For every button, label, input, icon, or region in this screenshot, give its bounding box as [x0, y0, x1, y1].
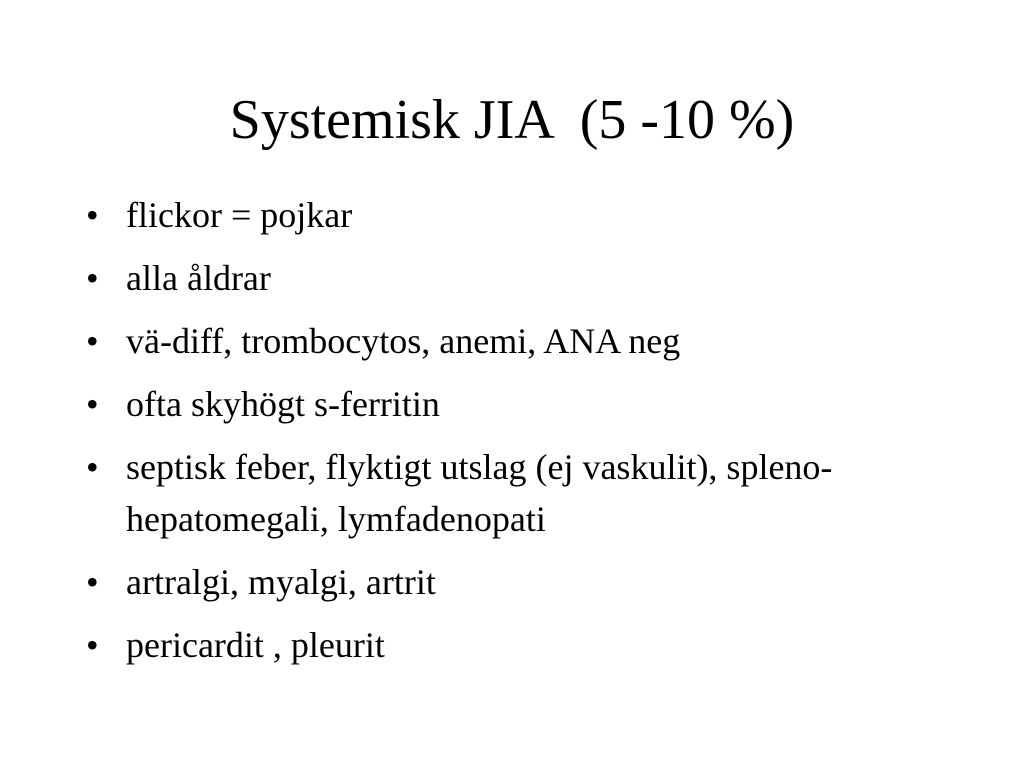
bullet-point-icon: •: [86, 321, 99, 361]
list-item: [86, 556, 946, 608]
list-item-text: flickor = pojkar: [126, 195, 353, 235]
bullet-point-icon: •: [86, 258, 99, 298]
list-item: [86, 441, 946, 545]
list-item: [86, 252, 946, 304]
list-item-text: vä-diff, trombocytos, anemi, ANA neg: [126, 321, 681, 361]
list-item-text: ofta skyhögt s-ferritin: [126, 384, 440, 424]
bullet-point-icon: •: [86, 195, 99, 235]
list-item-text: pericardit , pleurit: [126, 625, 385, 665]
bullet-list: [86, 189, 946, 682]
list-item: [86, 378, 946, 430]
bullet-point-icon: •: [86, 625, 99, 665]
list-item: [86, 315, 946, 367]
bullet-point-icon: •: [86, 384, 99, 424]
bullet-point-icon: •: [86, 447, 99, 487]
bullet-point-icon: •: [86, 562, 99, 602]
list-item: [86, 189, 946, 241]
slide-title: Systemisk JIA (5 -10 %): [229, 89, 795, 151]
list-item-text: artralgi, myalgi, artrit: [126, 562, 436, 602]
list-item: [86, 619, 946, 671]
list-item-text: septisk feber, flyktigt utslag (ej vaskulit), spleno-hepatomegali, lymfadenopati: [126, 447, 833, 539]
list-item-text: alla åldrar: [126, 258, 271, 298]
